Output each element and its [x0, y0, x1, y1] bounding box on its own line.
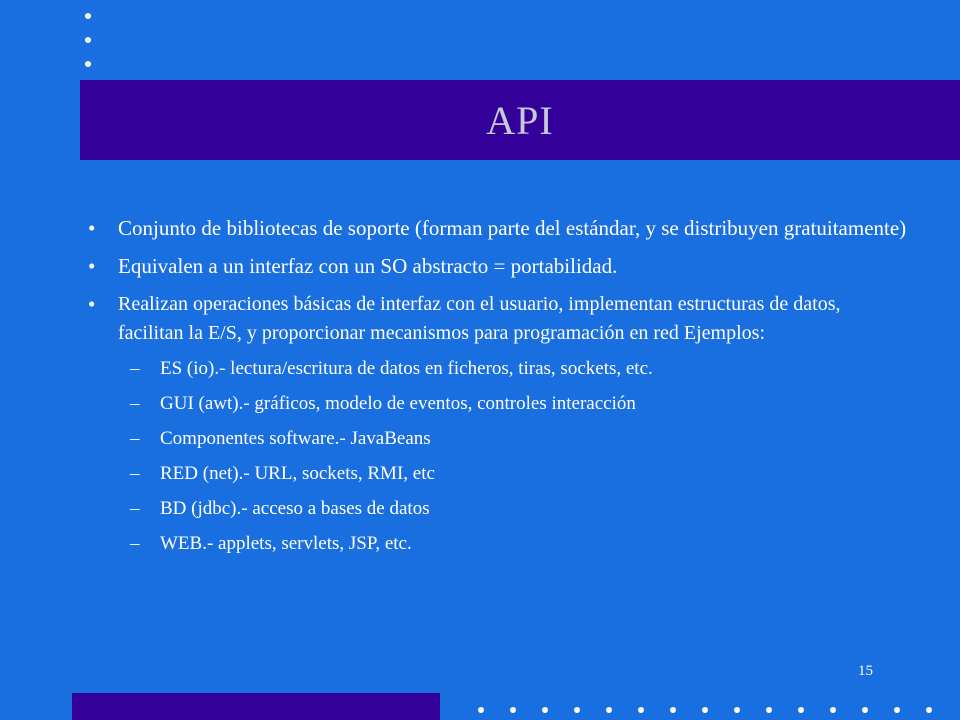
decorative-dot — [85, 61, 91, 67]
sub-item-text: BD (jdbc).- acceso a bases de datos — [160, 498, 430, 519]
bullet-item — [88, 252, 908, 281]
decorative-dot — [606, 707, 612, 713]
decorative-dot — [670, 707, 676, 713]
decorative-dot — [478, 707, 484, 713]
decorative-dot — [766, 707, 772, 713]
bullet-item — [88, 214, 908, 243]
sub-list-item — [130, 392, 908, 416]
decorative-dot — [734, 707, 740, 713]
decorative-dot — [926, 707, 932, 713]
bullet-icon: • — [88, 254, 96, 278]
dash-icon: – — [130, 358, 140, 379]
sub-list-item — [130, 532, 908, 556]
bullet-icon: • — [88, 292, 96, 316]
sub-item-text: RED (net).- URL, sockets, RMI, etc — [160, 463, 435, 484]
sub-list-item — [130, 427, 908, 451]
dash-icon: – — [130, 393, 140, 414]
decorative-dot — [510, 707, 516, 713]
decorative-dot — [894, 707, 900, 713]
decorative-dot — [830, 707, 836, 713]
bullet-text: Conjunto de bibliotecas de soporte (forman parte del estándar, y se distribuyen gratuitamente) — [118, 216, 907, 240]
decorative-dot — [574, 707, 580, 713]
decorative-dot — [85, 13, 91, 19]
bottom-band — [72, 693, 440, 720]
sub-list — [130, 357, 908, 556]
sub-item-text: ES (io).- lectura/escritura de datos en ficheros, tiras, sockets, etc. — [160, 358, 653, 379]
decorative-dot — [638, 707, 644, 713]
dash-icon: – — [130, 428, 140, 449]
slide-title: API — [486, 97, 554, 143]
sub-item-text: WEB.- applets, servlets, JSP, etc. — [160, 533, 412, 554]
dash-icon: – — [130, 498, 140, 519]
decorative-dot — [798, 707, 804, 713]
sub-item-text: GUI (awt).- gráficos, modelo de eventos, controles interacción — [160, 393, 636, 414]
bullet-text: Realizan operaciones básicas de interfaz con el usuario, implementan estructuras de datos, facilitan la E/S, y proporcionar mecanismos para programación en red Ejemplos: — [118, 293, 841, 344]
title-band — [80, 80, 960, 160]
decorative-dot — [542, 707, 548, 713]
page-number: 15 — [858, 663, 873, 679]
sub-list-item — [130, 497, 908, 521]
bullet-icon: • — [88, 216, 96, 240]
sub-list-item — [130, 462, 908, 486]
dash-icon: – — [130, 463, 140, 484]
decorative-dot — [85, 37, 91, 43]
sub-item-text: Componentes software.- JavaBeans — [160, 428, 431, 449]
bullet-item — [88, 290, 908, 348]
bullet-text: Equivalen a un interfaz con un SO abstracto = portabilidad. — [118, 254, 618, 278]
sub-list-item — [130, 357, 908, 381]
decorative-dot — [862, 707, 868, 713]
slide-content — [88, 214, 908, 567]
decorative-dot — [702, 707, 708, 713]
dash-icon: – — [130, 533, 140, 554]
